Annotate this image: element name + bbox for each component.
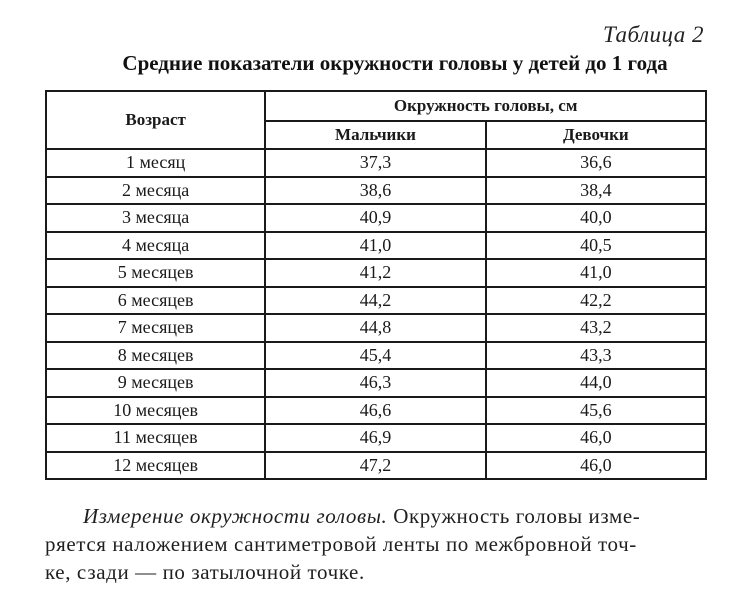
cell-age: 1 месяц <box>46 149 265 177</box>
head-circumference-table <box>45 90 707 480</box>
header-girls: Девочки <box>486 121 706 149</box>
cell-boys: 46,9 <box>265 424 485 452</box>
cell-boys: 46,3 <box>265 369 485 397</box>
table-row <box>46 314 706 342</box>
paragraph-line-2: ряется наложением сантиметровой ленты по межбровной точ- <box>45 532 637 556</box>
table-row <box>46 397 706 425</box>
cell-age: 9 месяцев <box>46 369 265 397</box>
cell-age: 6 месяцев <box>46 287 265 315</box>
cell-boys: 44,2 <box>265 287 485 315</box>
paragraph-line-1 <box>45 502 707 530</box>
table-row <box>46 342 706 370</box>
cell-boys: 41,2 <box>265 259 485 287</box>
header-head-circumference: Окружность головы, см <box>265 91 706 121</box>
cell-girls: 43,2 <box>486 314 706 342</box>
cell-age: 3 месяца <box>46 204 265 232</box>
table-row <box>46 452 706 480</box>
cell-age: 12 месяцев <box>46 452 265 480</box>
cell-boys: 37,3 <box>265 149 485 177</box>
paragraph-line-3: ке, сзади — по затылочной точке. <box>45 560 365 584</box>
cell-girls: 36,6 <box>486 149 706 177</box>
cell-girls: 40,0 <box>486 204 706 232</box>
cell-age: 11 месяцев <box>46 424 265 452</box>
table-row <box>46 287 706 315</box>
cell-age: 7 месяцев <box>46 314 265 342</box>
cell-girls: 45,6 <box>486 397 706 425</box>
table-body <box>46 149 706 479</box>
cell-girls: 40,5 <box>486 232 706 260</box>
cell-age: 8 месяцев <box>46 342 265 370</box>
cell-girls: 43,3 <box>486 342 706 370</box>
cell-age: 2 месяца <box>46 177 265 205</box>
cell-boys: 41,0 <box>265 232 485 260</box>
header-boys: Мальчики <box>265 121 485 149</box>
table-row <box>46 177 706 205</box>
cell-age: 5 месяцев <box>46 259 265 287</box>
cell-girls: 41,0 <box>486 259 706 287</box>
cell-girls: 46,0 <box>486 452 706 480</box>
cell-boys: 47,2 <box>265 452 485 480</box>
cell-age: 4 месяца <box>46 232 265 260</box>
cell-girls: 38,4 <box>486 177 706 205</box>
table-row <box>46 204 706 232</box>
cell-boys: 40,9 <box>265 204 485 232</box>
cell-boys: 44,8 <box>265 314 485 342</box>
cell-boys: 45,4 <box>265 342 485 370</box>
header-age: Возраст <box>46 91 265 149</box>
cell-girls: 42,2 <box>486 287 706 315</box>
table-row <box>46 149 706 177</box>
table-row <box>46 259 706 287</box>
cell-boys: 46,6 <box>265 397 485 425</box>
cell-boys: 38,6 <box>265 177 485 205</box>
table-row <box>46 232 706 260</box>
cell-girls: 44,0 <box>486 369 706 397</box>
cell-girls: 46,0 <box>486 424 706 452</box>
table-row <box>46 424 706 452</box>
paragraph-line-1-text: Окружность головы изме- <box>387 504 641 528</box>
table-header-row <box>46 91 706 121</box>
measurement-paragraph <box>45 502 707 586</box>
table-row <box>46 369 706 397</box>
table-title: Средние показатели окружности головы у детей до 1 года <box>122 51 668 75</box>
table-number-label: Таблица 2 <box>602 22 704 47</box>
paragraph-lead: Измерение окружности головы. <box>83 504 388 528</box>
cell-age: 10 месяцев <box>46 397 265 425</box>
